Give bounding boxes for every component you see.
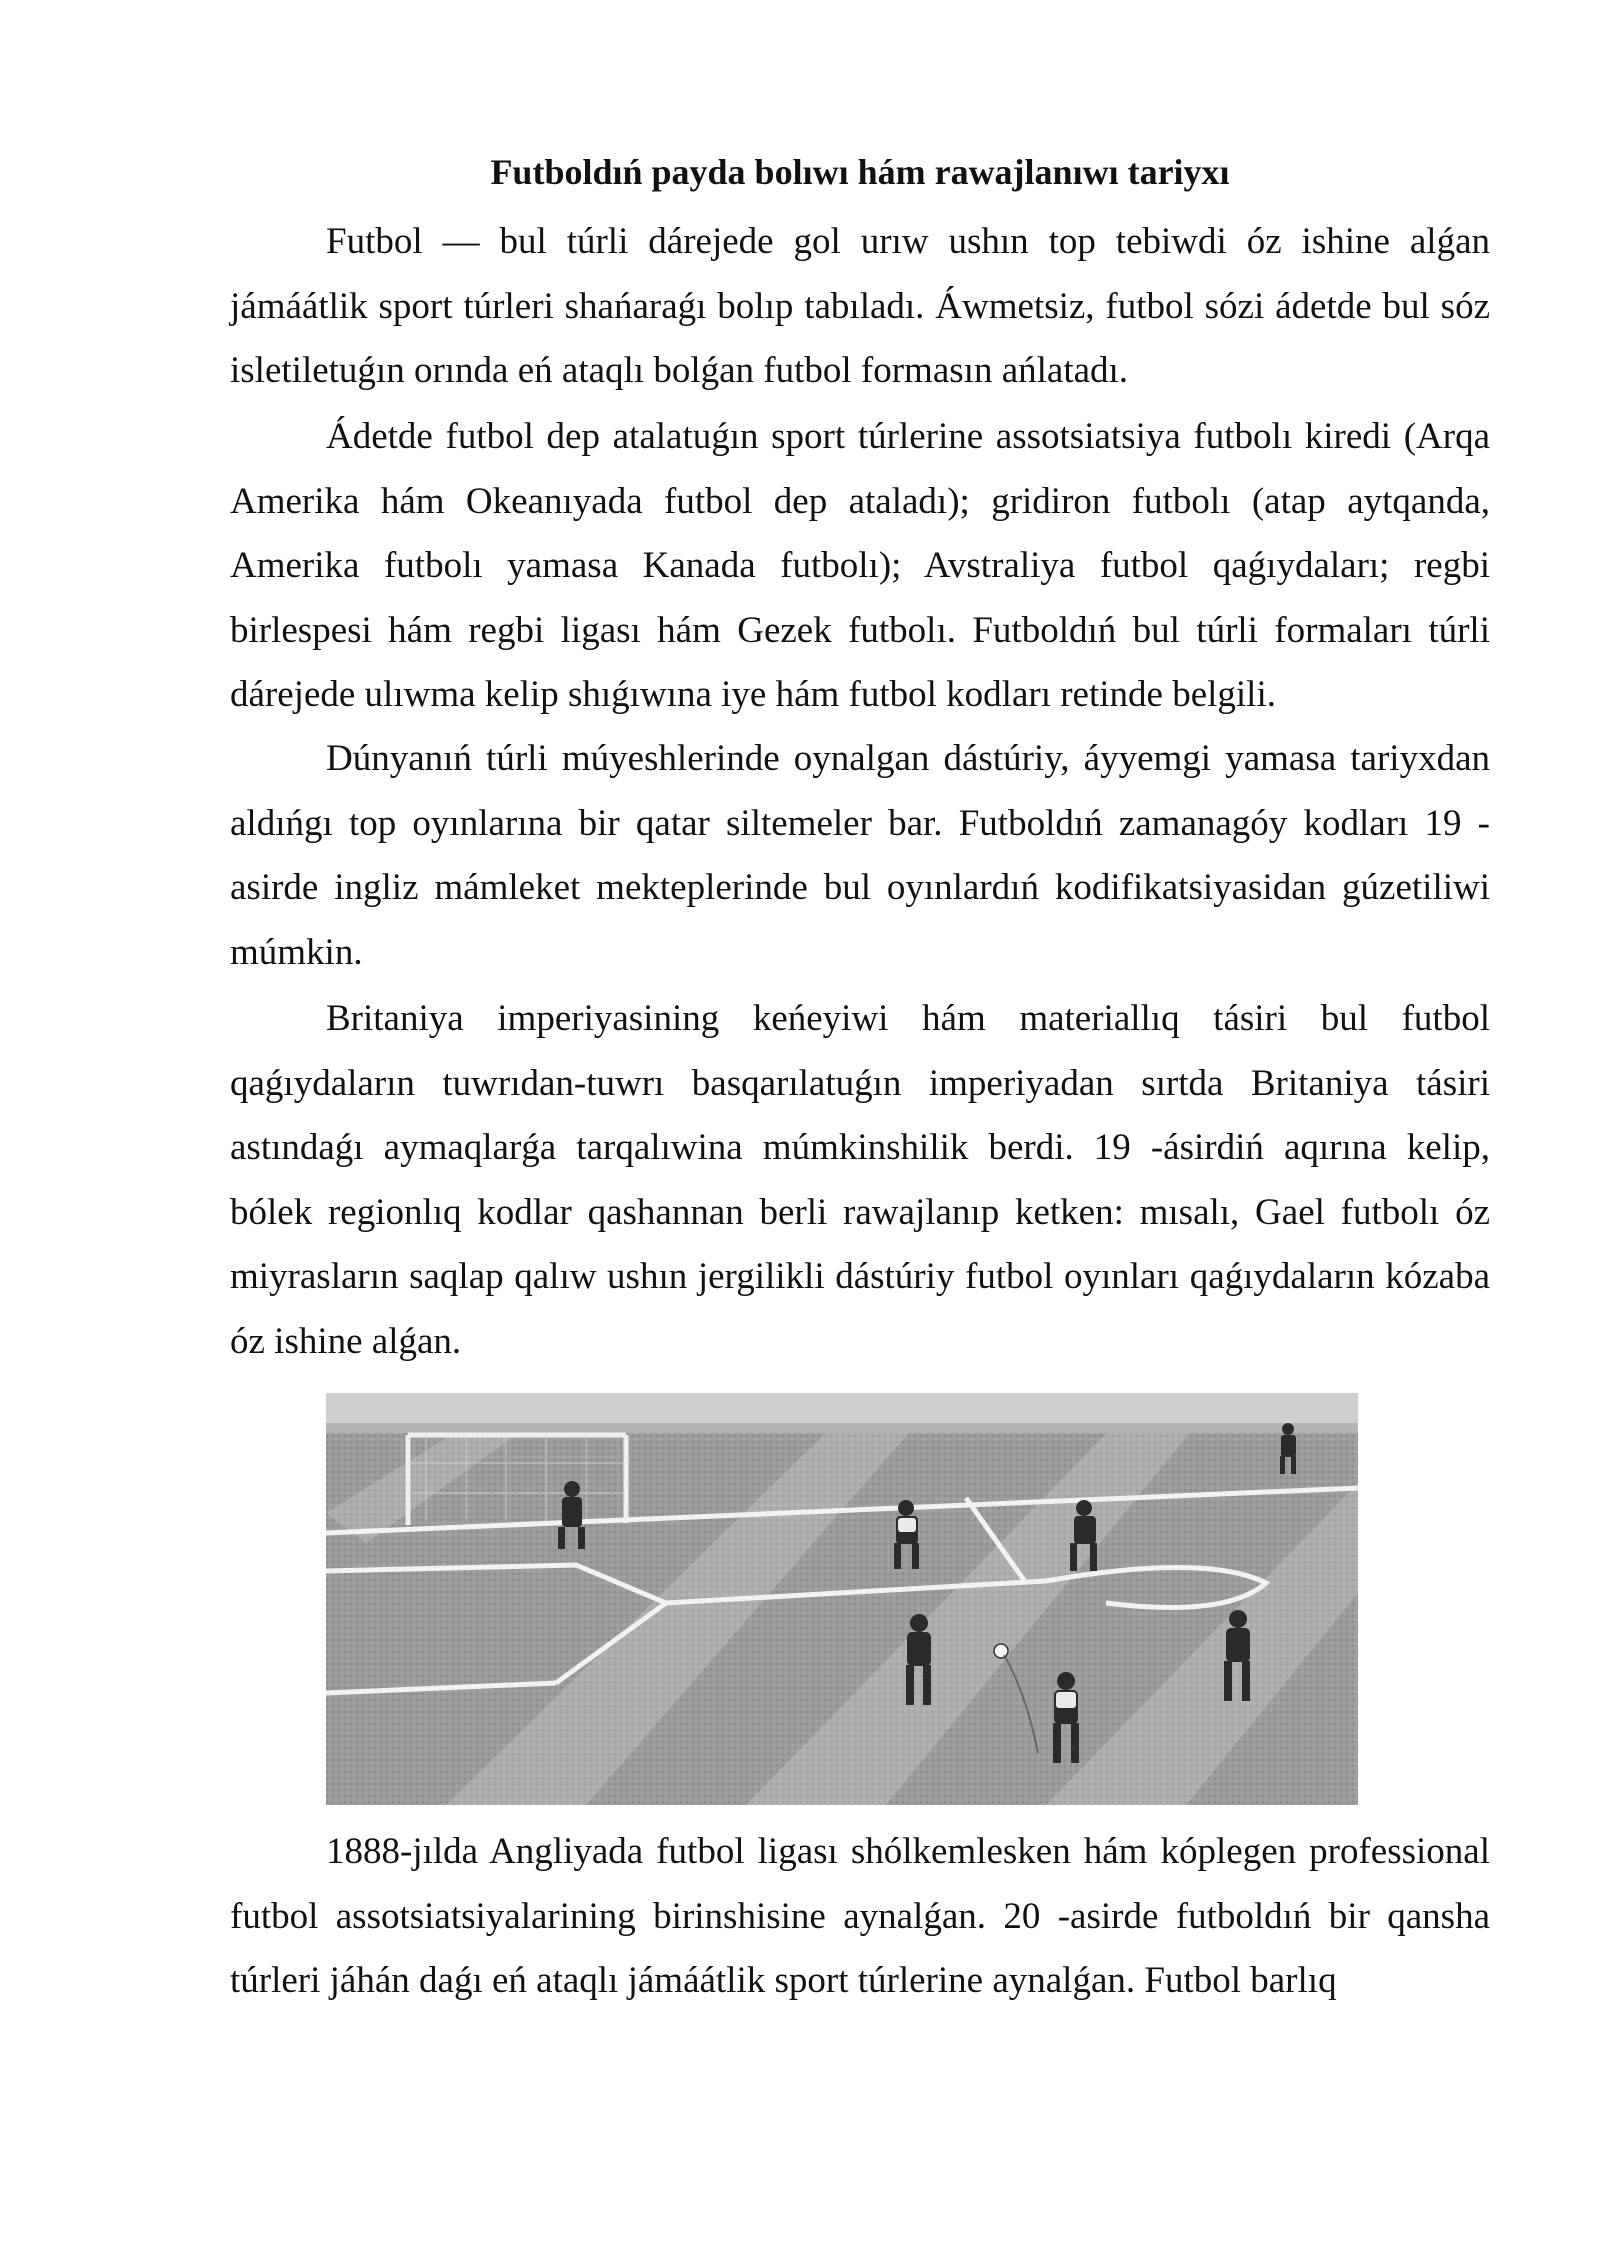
paragraph-intro: Futbol — bul túrli dárejede gol urıw ushın top tebiwdi óz ishine alǵan jámáátlik sport túrleri shańaraǵı bolıp tabıladı. Áwmetsiz, futbol sózi ádetde bul sóz isletiletuǵın orında eń ataqlı bolǵan futbol formasın ańlatadı. <box>230 221 1490 391</box>
paragraph-empire: Britaniya imperiyasining keńeyiwi hám materiallıq tásiri bul futbol qaǵıydaların tuwrıdan-tuwrı basqarılatuǵın imperiyadan sırtda Britaniya tásiri astındaǵı aymaqlarǵa tarqalıwina múmkinshilik berdi. 19 -ásirdiń aqırına kelip, bólek regionlıq kodlar qashannan berli rawajlanıp ketken: mısalı, Gael futbolı óz miyrasların saqlap qalıw ushın jergilikli dástúriy futbol oyınları qaǵıydaların kózaba óz ishine alǵan. <box>230 998 1490 1362</box>
page-title: Futboldıń payda bolıwı hám rawajlanıwı tariyxı <box>490 152 1230 192</box>
football-match-photo <box>326 1393 1358 1805</box>
paragraph-history: Dúnyanıń túrli múyeshlerinde oynalgan dástúriy, áyyemgi yamasa tariyxdan aldıńgı top oyınlarına bir qatar siltemeler bar. Futboldıń zamanagóy kodları 19 -asirde ingliz mámleket mekteplerinde bul oyınlardıń kodifikatsiyasidan gúzetiliwi múmkin. <box>230 738 1490 973</box>
paragraph-league: 1888-jılda Angliyada futbol ligası shólkemlesken hám kóplegen professional futbol assotsiatsiyalarining birinshisine aynalǵan. 20 -asirde futboldıń bir qansha túrleri jáhán daǵı eń ataqlı jámáátlik sport túrlerine aynalǵan. Futbol barlıq <box>230 1831 1490 2001</box>
paragraph-codes: Ádetde futbol dep atalatuǵın sport túrlerine assotsiatsiya futbolı kiredi (Arqa Amerika hám Okeanıyada futbol dep ataladı); gridiron futbolı (atap aytqanda, Amerika futbolı yamasa Kanada futbolı); Avstraliya futbol qaǵıydaları; regbi birlespesi hám regbi ligası hám Gezek futbolı. Futboldıń bul túrli formaları túrli dárejede ulıwma kelip shıǵıwına iye hám futbol kodları retinde belgili. <box>230 416 1490 715</box>
